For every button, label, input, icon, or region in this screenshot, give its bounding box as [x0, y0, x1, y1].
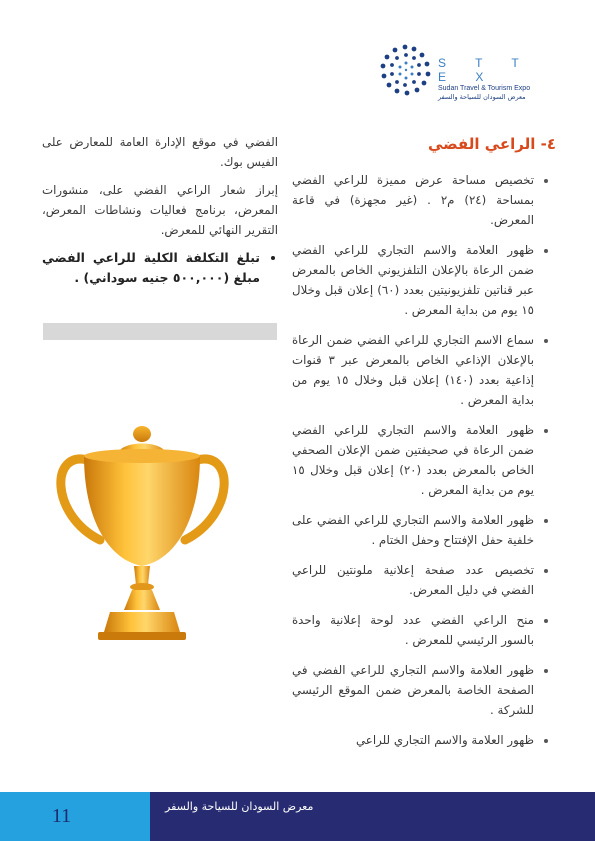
total-cost-list [42, 248, 278, 288]
list-item: • تخصيص مساحة عرض مميزة للراعي الفضي بمساحة (٢٤) م٢ . (غير مجهزة) في قاعة المعرض. [292, 170, 534, 230]
dot-globe-icon [376, 42, 434, 98]
section-heading: ٤- الراعي الفضي [427, 135, 556, 153]
logo-english-name: Sudan Travel & Tourism Expo [438, 85, 531, 92]
list-item: • ظهور العلامة والاسم التجاري للراعي الفضي في الصفحة الخاصة بالمعرض ضمن الموقع الرئيسي للشركة . [292, 660, 534, 720]
list-item: • ظهور العلامة والاسم التجاري للراعي الفضي ضمن الرعاة في صحيفتين ضمن الإعلان الصحفي الخاص بالمعرض بعدد (٢٠) إعلان قبل وخلال ١٥ يوم من بداية المعرض . [292, 420, 534, 500]
list-item: • منح الراعي الفضي عدد لوحة إعلانية واحدة بالسور الرئيسي للمعرض . [292, 610, 534, 650]
list-item: • ظهور العلامة والاسم التجاري للراعي [292, 730, 534, 750]
list-item: • ظهور العلامة والاسم التجاري للراعي الفضي على خلفية حفل الإفتتاح وحفل الختام . [292, 510, 534, 550]
continuation-column [42, 132, 278, 288]
logo-acronym: S T T E X [438, 56, 532, 84]
list-item: • سماع الاسم التجاري للراعي الفضي ضمن الرعاة بالإعلان الإذاعي الخاص بالمعرض عبر ٣ قنوات إذاعية بعدد (١٤٠) إعلان قبل وخلال ١٥ يوم من بداية المعرض . [292, 330, 534, 410]
list-item: • ظهور العلامة والاسم التجاري للراعي الفضي ضمن الرعاة بالإعلان التلفزيوني الخاص بالمعرض عبر قناتين تلفزيونيتين بعدد (٦٠) إعلان قبل وخلال ١٥ يوم من بداية المعرض . [292, 240, 534, 320]
benefits-list [292, 170, 556, 750]
expo-logo [376, 42, 546, 101]
list-item: • تخصيص عدد صفحة إعلانية ملونتين للراعي الفضي في دليل المعرض. [292, 560, 534, 600]
continuation-text: الفضي في موقع الإدارة العامة للمعارض على الفيس بوك. [42, 135, 278, 169]
silver-sponsor-section [292, 132, 556, 760]
trophy-icon [40, 420, 245, 650]
divider-bar [43, 323, 277, 340]
logo-highlight-paragraph: إبراز شعار الراعي الفضي على، منشورات المعرض، برنامج فعاليات ونشاطات المعرض، التقرير النهائي للمعرض. [42, 183, 278, 237]
logo-arabic-name: معرض السودان للسياحة والسفر [438, 93, 526, 101]
footer-title: معرض السودان للسياحة والسفر [165, 800, 314, 813]
total-cost: • تبلغ التكلفة الكلية للراعي الفضي مبلغ (٥٠٠,٠٠٠ جنيه سوداني) . [42, 248, 260, 288]
page-number: 11 [51, 805, 72, 827]
